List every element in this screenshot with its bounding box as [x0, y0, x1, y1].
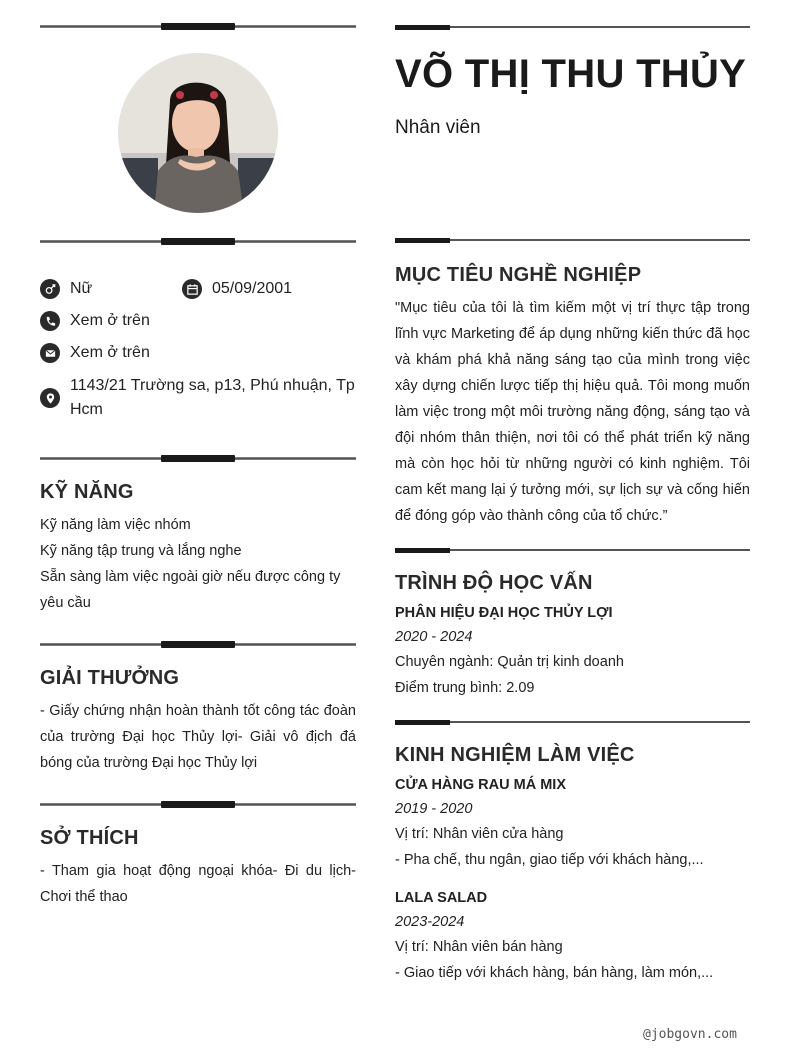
divider-contact — [40, 238, 356, 245]
job-description: - Pha chế, thu ngân, giao tiếp với khách hàng,... — [395, 852, 704, 868]
contact-address — [40, 374, 356, 422]
divider-awards — [40, 641, 356, 648]
divider-experience — [395, 720, 750, 725]
skill-item: Sẵn sàng làm việc ngoài giờ nếu được công ty yêu cầu — [40, 569, 341, 611]
email-icon — [40, 343, 60, 363]
candidate-role: Nhân viên — [395, 117, 481, 138]
objective-text: "Mục tiêu của tôi là tìm kiếm một vị trí thực tập trong lĩnh vực Marketing để áp dụng những kiến thức đã học và khám phá khả năng sáng tạo của mình trong việc xây dựng chiến lược tiếp thị hiệu quả. Tôi mong muốn làm việc trong một môi trường năng động, sáng tạo và đội nhóm thân thiện, nơi tôi có thể phát triển kỹ năng mà còn học hỏi từ những người có kinh nghiệm. Tôi cam kết mang lại ý tưởng mới, sự lịch sự và cống hiến để đóng góp vào thành công của tổ chức.” — [395, 300, 750, 524]
divider-education — [395, 548, 750, 553]
job-period: 2019 - 2020 — [395, 801, 473, 817]
education-school: PHÂN HIỆU ĐẠI HỌC THỦY LỢI — [395, 605, 613, 621]
experience-title: KINH NGHIỆM LÀM VIỆC — [395, 744, 635, 766]
candidate-name: VÕ THỊ THU THỦY — [395, 52, 747, 96]
skill-item: Kỹ năng tập trung và lắng nghe — [40, 543, 242, 559]
avatar — [118, 53, 278, 213]
contact-email — [40, 343, 150, 363]
divider-hobbies — [40, 801, 356, 808]
job-description: - Giao tiếp với khách hàng, bán hàng, làm món,... — [395, 965, 714, 981]
avatar-photo — [118, 53, 278, 213]
objective-title: MỤC TIÊU NGHỀ NGHIỆP — [395, 264, 642, 286]
hobbies-title: SỞ THÍCH — [40, 827, 139, 849]
divider-objective — [395, 238, 750, 243]
skills-title: KỸ NĂNG — [40, 481, 134, 503]
phone-icon — [40, 311, 60, 331]
location-icon — [40, 388, 60, 408]
job-period: 2023-2024 — [395, 914, 465, 930]
calendar-icon — [182, 279, 202, 299]
contact-gender — [40, 279, 92, 299]
job-company: CỬA HÀNG RAU MÁ MIX — [395, 777, 566, 793]
divider-skills — [40, 455, 356, 462]
job-position: Vị trí: Nhân viên cửa hàng — [395, 826, 564, 842]
job-position: Vị trí: Nhân viên bán hàng — [395, 939, 563, 955]
phone-value: Xem ở trên — [70, 312, 150, 329]
awards-title: GIẢI THƯỞNG — [40, 667, 180, 689]
email-value: Xem ở trên — [70, 344, 150, 361]
gender-value: Nữ — [70, 280, 93, 297]
awards-text: - Giấy chứng nhận hoàn thành tốt công tác đoàn của trường Đại học Thủy lợi- Giải vô địch đá bóng của trường Đại học Thủy lợi — [40, 703, 356, 771]
education-period: 2020 - 2024 — [395, 629, 473, 645]
gender-icon — [40, 279, 60, 299]
education-major: Chuyên ngành: Quản trị kinh doanh — [395, 654, 624, 670]
birthday-value: 05/09/2001 — [212, 280, 293, 297]
education-title: TRÌNH ĐỘ HỌC VẤN — [395, 572, 593, 594]
contact-phone — [40, 311, 150, 331]
address-value: 1143/21 Trường sa, p13, Phú nhuận, Tp Hcm — [70, 377, 355, 418]
education-gpa: Điểm trung bình: 2.09 — [395, 680, 535, 696]
divider-top-left — [40, 23, 356, 30]
divider-header — [395, 25, 750, 30]
skill-item: Kỹ năng làm việc nhóm — [40, 517, 191, 533]
watermark: @jobgovn.com — [643, 1027, 737, 1042]
hobbies-text: - Tham gia hoạt động ngoại khóa- Đi du lịch- Chơi thể thao — [40, 863, 356, 905]
job-company: LALA SALAD — [395, 890, 488, 906]
contact-birthday — [182, 279, 292, 299]
